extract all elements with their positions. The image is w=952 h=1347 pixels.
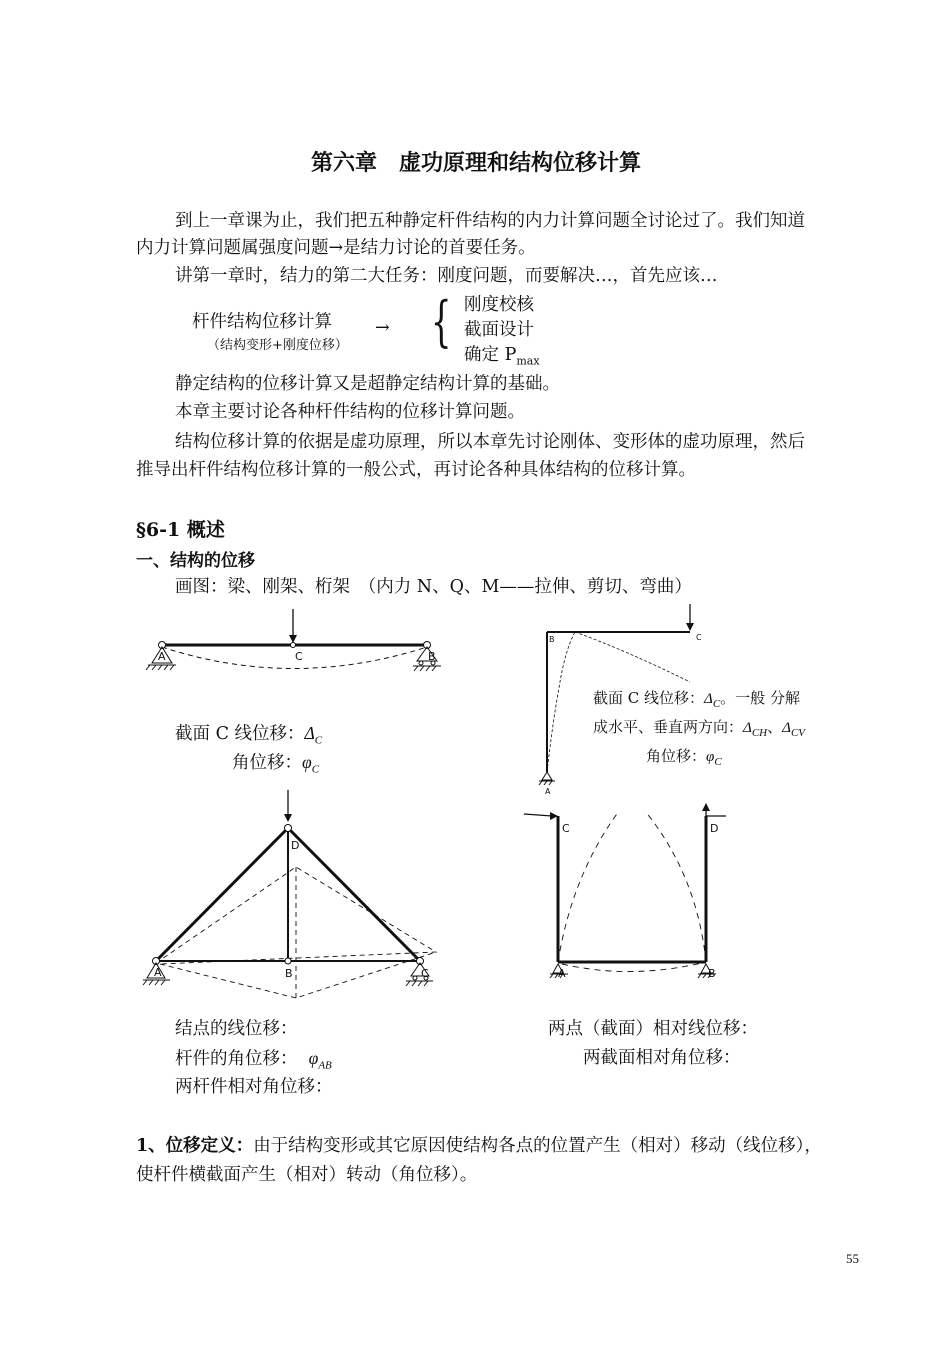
truss-text-3: 两杆件相对角位移： <box>175 1077 333 1097</box>
intro-p4: 本章主要讨论各种杆件结构的位移计算问题。 <box>175 402 525 422</box>
arrow-right-icon: → <box>375 318 390 338</box>
beam-label-b: B <box>428 650 436 663</box>
truss-label-b: B <box>285 967 293 980</box>
subsection-heading: 一、结构的位移 <box>136 551 255 571</box>
frame-label-b: B <box>549 635 555 644</box>
beam-label-a: A <box>158 650 166 663</box>
draw-instruction: 画图：梁、刚架、桁架 （内力 N、Q、M——拉伸、剪切、弯曲） <box>175 577 692 597</box>
truss-text-2: 杆件的角位移： $\varphi_{AB}$ <box>175 1048 332 1072</box>
portal-label-c: C <box>562 822 570 835</box>
page-number: 55 <box>846 1251 859 1266</box>
item-stiffness-check: 刚度校核 <box>464 295 534 315</box>
item-determine-pmax: 确定 $P_{max}$ <box>464 345 540 368</box>
definition-line2: 使杆件横截面产生（相对）转动（角位移）。 <box>136 1165 478 1185</box>
truss-label-a: A <box>154 966 162 979</box>
item-section-design: 截面设计 <box>464 320 534 340</box>
frame-text-2: 成水平、垂直两方向：$\Delta_{CH}$、$\Delta_{CV}$ <box>593 718 805 739</box>
portal-label-a: A <box>558 967 566 980</box>
intro-p3: 静定结构的位移计算又是超静定结构计算的基础。 <box>175 374 560 394</box>
frame-label-c: C <box>696 633 702 642</box>
displacement-calc-sublabel: （结构变形+刚度位移） <box>207 338 348 353</box>
beam-ang-disp: 角位移：$\varphi_C$ <box>232 752 320 776</box>
truss-figure <box>138 786 443 1006</box>
section-heading: §6-1 概述 <box>136 519 225 541</box>
intro-p2: 讲第一章时，结力的第二大任务：刚度问题，而要解决…，首先应该… <box>175 266 718 286</box>
frame-label-a: A <box>545 787 551 796</box>
portal-text-2: 两截面相对角位移： <box>583 1048 741 1068</box>
beam-line-disp: 截面 C 线位移：$\Delta_C$ <box>175 723 323 747</box>
intro-p5-line1: 结构位移计算的依据是虚功原理，所以本章先讨论刚体、变形体的虚功原理，然后 <box>175 432 805 452</box>
intro-p1-line1: 到上一章课为止，我们把五种静定杆件结构的内力计算问题全讨论过了。我们知道 <box>175 211 805 231</box>
beam-figure <box>140 605 450 685</box>
intro-p5-line2: 推导出杆件结构位移计算的一般公式，再讨论各种具体结构的位移计算。 <box>136 460 696 480</box>
truss-text-1: 结点的线位移： <box>175 1019 298 1039</box>
frame-text-3: 角位移：$\varphi_C$ <box>646 747 722 768</box>
portal-figure <box>522 805 737 985</box>
brace-icon: { <box>430 290 452 353</box>
beam-label-c: C <box>295 650 303 663</box>
page-title: 第六章 虚功原理和结构位移计算 <box>310 151 641 176</box>
intro-p1-line2: 内力计算问题属强度问题→是结力讨论的首要任务。 <box>136 238 536 258</box>
truss-label-c: C <box>421 967 429 980</box>
truss-label-d: D <box>291 839 300 852</box>
portal-label-d: D <box>710 822 719 835</box>
portal-text-1: 两点（截面）相对线位移： <box>548 1019 758 1039</box>
frame-text-1: 截面 C 线位移：$\Delta_C$。一般 分解 <box>593 689 800 710</box>
displacement-calc-label: 杆件结构位移计算 <box>192 312 332 332</box>
definition-line1: 1、位移定义：由于结构变形或其它原因使结构各点的位置产生（相对）移动（线位移）， <box>136 1136 822 1156</box>
portal-label-b: B <box>708 967 716 980</box>
